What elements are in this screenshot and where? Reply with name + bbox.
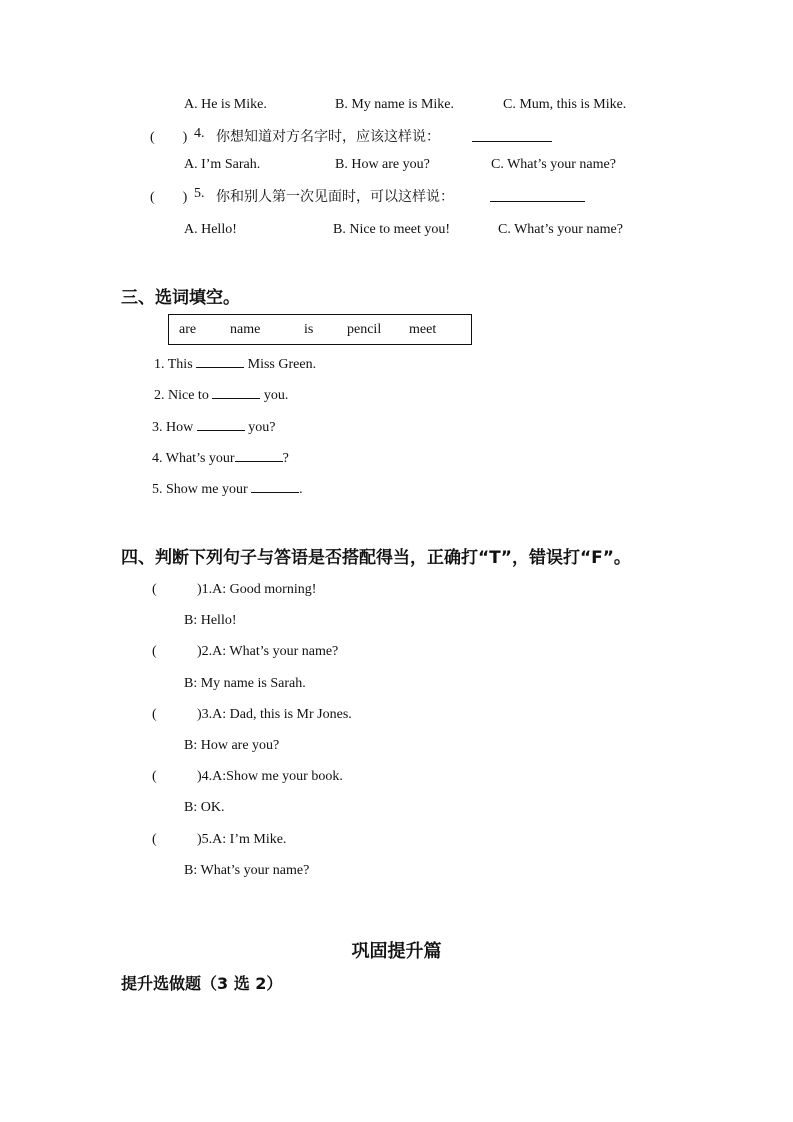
q5-option-c: C. What’s your name? [498,222,623,237]
q4-answer-blank[interactable] [472,127,552,147]
q5-number: 5. [194,186,205,201]
word-bank-item: pencil [347,322,382,337]
judge-paren[interactable]: ( [152,644,157,659]
word-bank-item: meet [409,322,437,337]
q3-option-b: B. My name is Mike. [335,97,454,112]
q4-option-a: A. I’m Sarah. [184,157,261,172]
fill-blank[interactable] [235,447,283,462]
judge-question-a: )4.A:Show me your book. [197,769,343,784]
judge-answer-b: B: Hello! [184,613,237,628]
judge-paren[interactable]: ( [152,832,157,847]
judge-paren[interactable]: ( [152,582,157,597]
judge-answer-b: B: What’s your name? [184,863,310,878]
q5-question: 你和别人第一次见面时，可以这样说： [216,189,454,205]
q3-option-a: A. He is Mike. [184,97,267,112]
fill-blank[interactable] [212,384,260,399]
fill-item-4: 4. What’s your ? [152,447,289,467]
fill-blank[interactable] [251,478,299,493]
fill-blank[interactable] [196,353,244,368]
fill-item-2: 2. Nice to you. [154,384,288,404]
q5-paren: ( ) [150,190,188,205]
q4-question: 你想知道对方名字时，应该这样说： [216,129,440,145]
judge-question-a: )5.A: I’m Mike. [197,832,287,847]
judge-question-a: )1.A: Good morning! [197,582,317,597]
sub-title: 提升选做题（3 选 2） [121,974,283,993]
fill-item-5: 5. Show me your . [152,478,303,498]
fill-item-3: 3. How you? [152,416,275,436]
judge-question-a: )3.A: Dad, this is Mr Jones. [197,707,352,722]
part-title: 巩固提升篇 [351,941,442,962]
q4-paren: ( ) [150,130,188,145]
section4-title: 四、判断下列句子与答语是否搭配得当，正确打“T”，错误打“F”。 [121,548,631,568]
judge-answer-b: B: My name is Sarah. [184,676,306,691]
q4-number: 4. [194,126,205,141]
q3-option-c: C. Mum, this is Mike. [503,97,627,112]
word-bank-item: are [179,322,197,337]
q4-option-b: B. How are you? [335,157,430,172]
judge-question-a: )2.A: What’s your name? [197,644,339,659]
judge-answer-b: B: How are you? [184,738,280,753]
q5-option-b: B. Nice to meet you! [333,222,451,237]
word-bank-item: is [304,322,314,337]
word-bank-item: name [230,322,261,337]
fill-item-1: 1. This Miss Green. [154,353,316,373]
judge-paren[interactable]: ( [152,769,157,784]
judge-paren[interactable]: ( [152,707,157,722]
judge-answer-b: B: OK. [184,800,225,815]
q5-option-a: A. Hello! [184,222,237,237]
fill-blank[interactable] [197,416,245,431]
section3-title: 三、选词填空。 [121,288,240,308]
q5-answer-blank[interactable] [490,187,585,207]
word-bank [168,314,472,345]
q4-option-c: C. What’s your name? [491,157,616,172]
